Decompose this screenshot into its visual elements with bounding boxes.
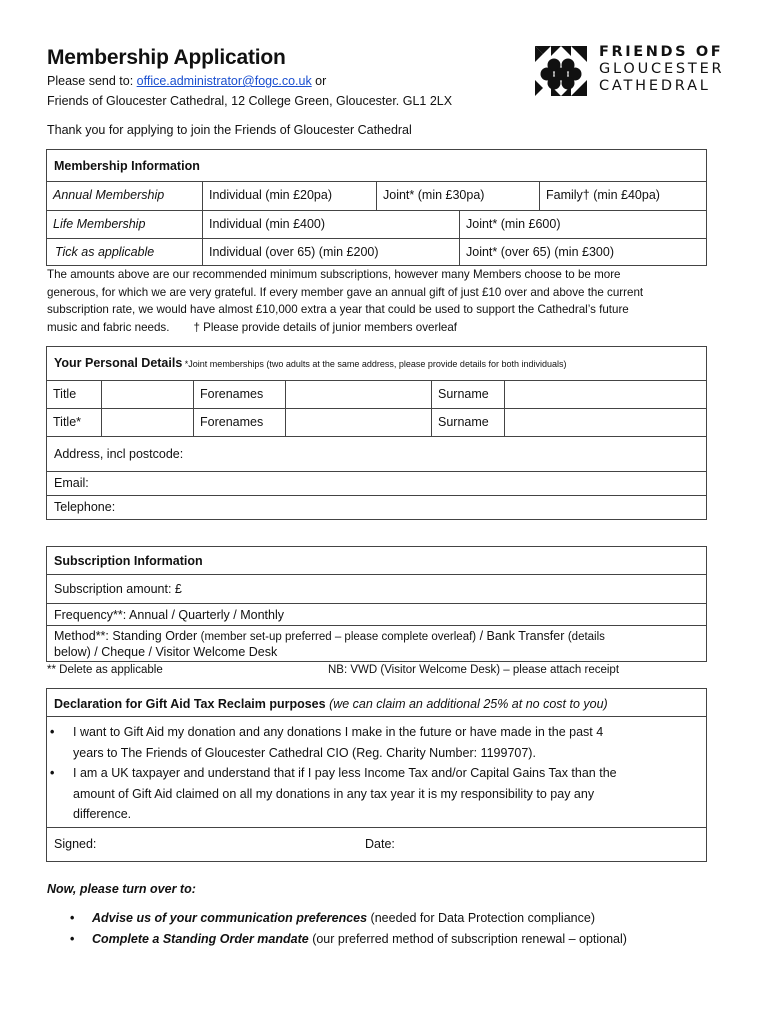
bullet1-line-2: years to The Friends of Gloucester Cathedral CIO (Reg. Charity Number: 1199707). xyxy=(73,745,536,760)
forenames-label: Forenames xyxy=(193,381,285,408)
life-individual-option[interactable]: Individual (min £400) xyxy=(202,211,459,238)
title2-label: Title* xyxy=(53,415,82,429)
over65-individual-option[interactable]: Individual (over 65) (min £200) xyxy=(202,239,459,266)
logo-line-1: FRIENDS OF xyxy=(599,44,724,60)
method-standing-order: Method**: Standing Order xyxy=(54,629,201,643)
address-row[interactable] xyxy=(47,436,706,471)
name-row-1 xyxy=(47,380,706,408)
telephone-label: Telephone: xyxy=(54,500,116,514)
todo-item-2-lead: Complete a Standing Order mandate xyxy=(92,932,309,946)
surname-label: Surname xyxy=(431,381,504,408)
todo-item-1-rest: (needed for Data Protection compliance) xyxy=(367,911,595,925)
frequency-label: Frequency**: Annual / Quarterly / Monthly xyxy=(54,608,284,622)
title-label: Title xyxy=(53,387,77,401)
thank-you-line: Thank you for applying to join the Friends of Gloucester Cathedral xyxy=(47,123,412,137)
tick-label: Tick as applicable xyxy=(55,245,155,259)
todo-item-standing-order xyxy=(72,932,627,946)
personal-heading-line xyxy=(54,356,567,370)
annual-individual-option[interactable]: Individual (min £20pa) xyxy=(202,182,376,210)
forenames2-label: Forenames xyxy=(193,409,285,436)
send-suffix: or xyxy=(311,74,327,88)
bullet1-line-1: • I want to Gift Aid my donation and any donations I make in the future or have made in the past 4 xyxy=(73,725,604,739)
turn-over-heading: Now, please turn over to: xyxy=(47,882,196,896)
declaration-bullet-1 xyxy=(47,722,702,763)
method-row[interactable] xyxy=(47,625,706,662)
signed-label[interactable]: Signed: xyxy=(54,837,97,851)
postal-address: Friends of Gloucester Cathedral, 12 College Green, Gloucester. GL1 2LX xyxy=(47,94,453,108)
subscription-note xyxy=(47,266,727,336)
subscription-heading: Subscription Information xyxy=(54,554,203,568)
logo-line-2: GLOUCESTER xyxy=(599,61,725,77)
email-row[interactable] xyxy=(47,471,706,495)
todo-item-communication xyxy=(72,911,595,925)
membership-heading: Membership Information xyxy=(54,159,200,173)
telephone-row[interactable] xyxy=(47,495,706,520)
subscription-table xyxy=(46,546,707,662)
personal-details-table xyxy=(46,346,707,520)
note-line-4a: music and fabric needs. xyxy=(47,320,170,334)
surname-input[interactable] xyxy=(504,381,706,408)
method-standing-order-note: (member set-up preferred – please complete overleaf) xyxy=(200,631,477,643)
joint-membership-note: *Joint memberships (two adults at the same address, please provide details for both individuals) xyxy=(182,359,567,369)
annual-row xyxy=(47,181,706,210)
declaration-bullet-2 xyxy=(47,763,702,825)
email-link[interactable]: office.administrator@fogc.co.uk xyxy=(136,74,312,88)
gift-aid-heading-note: (we can claim an additional 25% at no cost to you) xyxy=(325,697,608,711)
date-label[interactable]: Date: xyxy=(365,837,395,851)
todo-item-2-rest: (our preferred method of subscription renewal – optional) xyxy=(308,932,627,946)
note-line-3: subscription rate, we would have almost £10,000 extra a year that could be used to support the Cathedral’s future xyxy=(47,303,629,316)
amount-row[interactable] xyxy=(47,574,706,603)
logo-wordmark xyxy=(599,44,724,95)
delete-note: ** Delete as applicable xyxy=(47,664,163,676)
forenames-input[interactable] xyxy=(285,381,431,408)
todo-item-1-lead: Advise us of your communication preferences xyxy=(92,911,368,925)
junior-note: † Please provide details of junior members overleaf xyxy=(193,320,458,334)
cathedral-window-logo-icon xyxy=(533,44,589,98)
life-label: Life Membership xyxy=(53,217,146,231)
method-bank-transfer: / Bank Transfer xyxy=(476,629,568,643)
page-title: Membership Application xyxy=(47,46,286,69)
address-label: Address, incl postcode: xyxy=(54,447,184,461)
send-to-line xyxy=(47,74,326,88)
annual-joint-option[interactable]: Joint* (min £30pa) xyxy=(376,182,539,210)
gift-aid-heading: Declaration for Gift Aid Tax Reclaim purposes xyxy=(54,697,326,711)
amount-label: Subscription amount: £ xyxy=(54,582,182,596)
over65-joint-option[interactable]: Joint* (over 65) (min £300) xyxy=(459,239,706,266)
name-row-2 xyxy=(47,408,706,436)
email-label: Email: xyxy=(54,476,89,490)
note-line-1: The amounts above are our recommended minimum subscriptions, however many Members choose to be more xyxy=(47,268,621,281)
frequency-row[interactable] xyxy=(47,603,706,625)
personal-heading: Your Personal Details xyxy=(54,356,183,370)
forenames2-input[interactable] xyxy=(285,409,431,436)
title-input[interactable] xyxy=(101,381,193,408)
vwd-note: NB: VWD (Visitor Welcome Desk) – please attach receipt xyxy=(328,664,620,676)
bullet2-line-2: amount of Gift Aid claimed on all my donations in any tax year it is my responsibility to pay any xyxy=(73,786,595,801)
life-row xyxy=(47,210,706,238)
friends-logo xyxy=(533,44,738,98)
signature-row xyxy=(47,827,706,862)
annual-label: Annual Membership xyxy=(53,188,165,202)
surname2-label: Surname xyxy=(431,409,504,436)
send-prefix: Please send to: xyxy=(47,74,137,88)
life-joint-option[interactable]: Joint* (min £600) xyxy=(459,211,706,238)
note-line-2: generous, for which we are very grateful. If every member gave an annual gift of just £10 over and above the current xyxy=(47,285,644,299)
annual-family-option[interactable]: Family† (min £40pa) xyxy=(539,182,706,210)
bullet2-line-3: difference. xyxy=(73,807,132,821)
over65-row xyxy=(47,238,706,266)
surname2-input[interactable] xyxy=(504,409,706,436)
method-details-note: (details xyxy=(567,631,605,643)
gift-aid-heading-line xyxy=(54,697,608,711)
method-line-2: below) / Cheque / Visitor Welcome Desk xyxy=(54,645,278,659)
logo-line-3: CATHEDRAL xyxy=(599,78,711,94)
declaration-bullets xyxy=(47,722,702,825)
membership-table xyxy=(46,149,707,266)
bullet2-line-1: • I am a UK taxpayer and understand that if I pay less Income Tax and/or Capital Gains Tax than the xyxy=(73,766,617,780)
note-line-4 xyxy=(47,319,727,337)
title2-input[interactable] xyxy=(101,409,193,436)
method-line-1 xyxy=(54,629,605,643)
